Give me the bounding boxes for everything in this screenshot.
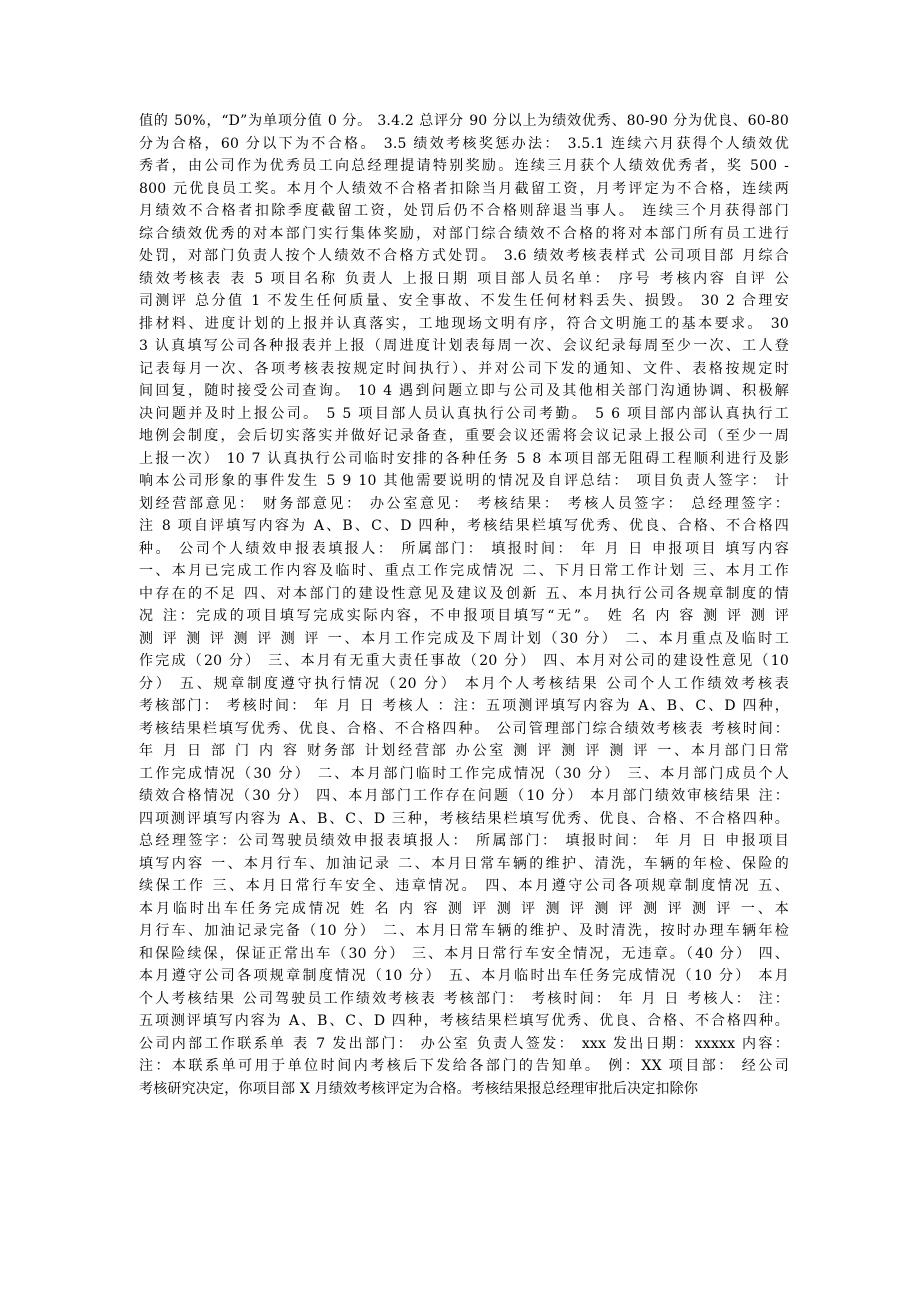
text-line: 年 月 日 部 门 内 容 财务部 计划经营部 办公室 测 评 测 评 测 评 一、本月部门日常	[139, 743, 789, 759]
text-line: 考核研究决定，你项目部 X 月绩效考核评定为合格。考核结果报总经理审批后决定扣除你	[139, 1080, 699, 1097]
text-line: 决问题并及时上报公司。 5 5 项目部人员认真执行公司考勤。 5 6 项目部内部认真执行工	[139, 405, 789, 422]
text-line: 注：本联系单可用于单位时间内考核后下发给各部门的告知单。 例：XX 项目部： 经公司	[139, 1058, 789, 1074]
text-line: 个人考核结果 公司驾驶员工作绩效考核表 考核部门： 考核时间： 年 月 日 考核人： 注：	[139, 990, 789, 1007]
text-line: 续保工作 三、本月日常行车安全、违章情况。 四、本月遵守公司各项规章制度情况 五、	[139, 878, 789, 894]
text-line: 四项测评填写内容为 A、B、C、D 三种，考核结果栏填写优秀、优良、合格、不合格四种。	[139, 810, 789, 827]
text-line: 绩效考核表 表 5 项目名称 负责人 上报日期 项目部人员名单： 序号 考核内容 自评 公	[139, 270, 789, 287]
text-line: 总经理签字：公司驾驶员绩效申报表填报人： 所属部门： 填报时间： 年 月 日 申报项目	[139, 833, 789, 849]
text-line: 中存在的不足 四、对本部门的建设性意见及建议及创新 五、本月执行公司各规章制度的情	[139, 585, 789, 602]
text-line: 考核结果栏填写优秀、优良、合格、不合格四种。 公司管理部门综合绩效考核表 考核时间：	[139, 720, 789, 737]
text-line: 处罚，对部门负责人按个人绩效不合格方式处罚。 3.6 绩效考核表样式 公司项目部 月综合	[139, 248, 789, 264]
text-line: 本月遵守公司各项规章制度情况（10 分） 五、本月临时出车任务完成情况（10 分） 本月	[139, 968, 789, 984]
text-line: 月绩效不合格者扣除季度截留工资，处罚后仍不合格则辞退当事人。 连续三个月获得部门	[139, 203, 789, 219]
text-line: 值的 50%，“D”为单项分值 0 分。 3.4.2 总评分 90 分以上为绩效优秀、80-90 分为优良、60-80	[139, 113, 789, 129]
text-line: 和保险续保，保证正常出车（30 分） 三、本月日常行车安全情况，无违章。（40 分） 四、	[139, 945, 789, 962]
text-line: 间回复，随时接受公司查询。 10 4 遇到问题立即与公司及其他相关部门沟通协调、积极解	[139, 383, 789, 399]
text-line: 一、本月已完成工作内容及临时、重点工作完成情况 二、下月日常工作计划 三、本月工作	[139, 563, 789, 579]
text-line: 公司内部工作联系单 表 7 发出部门： 办公室 负责人签发： xxx 发出日期：xxxxx 内容：	[139, 1035, 789, 1052]
text-line: 况 注：完成的项目填写完成实际内容，不申报项目填写“无”。 姓 名 内 容 测 评 测 评	[139, 608, 789, 624]
text-line: 分为合格，60 分以下为不合格。 3.5 绩效考核奖惩办法： 3.5.1 连续六月获得个人绩效优	[139, 135, 789, 152]
text-line: 3 认真填写公司各种报表并上报（周进度计划表每周一次、会议纪录每周至少一次、工人登	[139, 338, 789, 354]
text-line: 响本公司形象的事件发生 5 9 10 其他需要说明的情况及自评总结： 项目负责人签字： 计	[139, 473, 789, 489]
text-line: 绩效合格情况（30 分） 四、本月部门工作存在问题（10 分） 本月部门绩效审核结果 注：	[139, 788, 789, 804]
text-line: 综合绩效优秀的对本部门实行集体奖励，对部门综合绩效不合格的将对本部门所有员工进行	[139, 225, 789, 242]
text-line: 本月临时出车任务完成情况 姓 名 内 容 测 评 测 评 测 评 测 评 测 评 测 评 一、本	[139, 900, 789, 917]
text-line: 填写内容 一、本月行车、加油记录 二、本月日常车辆的维护、清洗，车辆的年检、保险的	[139, 855, 789, 872]
text-line: 测 评 测 评 测 评 测 评 一、本月工作完成及下周计划（30 分） 二、本月重点及临时工	[139, 630, 789, 647]
document-body	[139, 110, 789, 1100]
text-line: 五项测评填写内容为 A、B、C、D 四种，考核结果栏填写优秀、优良、合格、不合格四种。	[139, 1013, 789, 1029]
text-line: 排材料、进度计划的上报并认真落实，工地现场文明有序，符合文明施工的基本要求。 30	[139, 315, 789, 332]
text-line: 秀者，由公司作为优秀员工向总经理提请特别奖励。连续三月获个人绩效优秀者，奖 500 -	[139, 158, 789, 174]
text-line: 地例会制度，会后切实落实并做好记录备查，重要会议还需将会议记录上报公司（至少一周	[139, 428, 789, 444]
text-line: 考核部门： 考核时间： 年 月 日 考核人 ：注：五项测评填写内容为 A、B、C、D 四种，	[139, 698, 789, 714]
text-line: 上报一次） 10 7 认真执行公司临时安排的各种任务 5 8 本项目部无阻碍工程顺利进行及影	[139, 450, 789, 467]
text-line: 划经营部意见： 财务部意见： 办公室意见： 考核结果： 考核人员签字： 总经理签字：	[139, 495, 789, 512]
text-line: 作完成（20 分） 三、本月有无重大责任事故（20 分） 四、本月对公司的建设性意见（10	[139, 653, 789, 669]
text-line: 月行车、加油记录完备（10 分） 二、本月日常车辆的维护、及时清洗，按时办理车辆年检	[139, 923, 789, 939]
text-line: 司测评 总分值 1 不发生任何质量、安全事故、不发生任何材料丢失、损毁。 30 2 合理安	[139, 293, 789, 309]
text-line: 分） 五、规章制度遵守执行情况（20 分） 本月个人考核结果 公司个人工作绩效考核表	[139, 675, 789, 692]
text-line: 种。 公司个人绩效申报表填报人： 所属部门： 填报时间： 年 月 日 申报项目 填写内容	[139, 540, 789, 557]
text-line: 注 8 项自评填写内容为 A、B、C、D 四种，考核结果栏填写优秀、优良、合格、不合格四	[139, 518, 789, 534]
text-line: 记表每月一次、各项考核表按规定时间执行）、并对公司下发的通知、文件、表格按规定时	[139, 360, 789, 377]
text-line: 800 元优良员工奖。本月个人绩效不合格者扣除当月截留工资，月考评定为不合格，连续两	[139, 180, 789, 197]
text-line: 工作完成情况（30 分） 二、本月部门临时工作完成情况（30 分） 三、本月部门成员个人	[139, 765, 789, 782]
